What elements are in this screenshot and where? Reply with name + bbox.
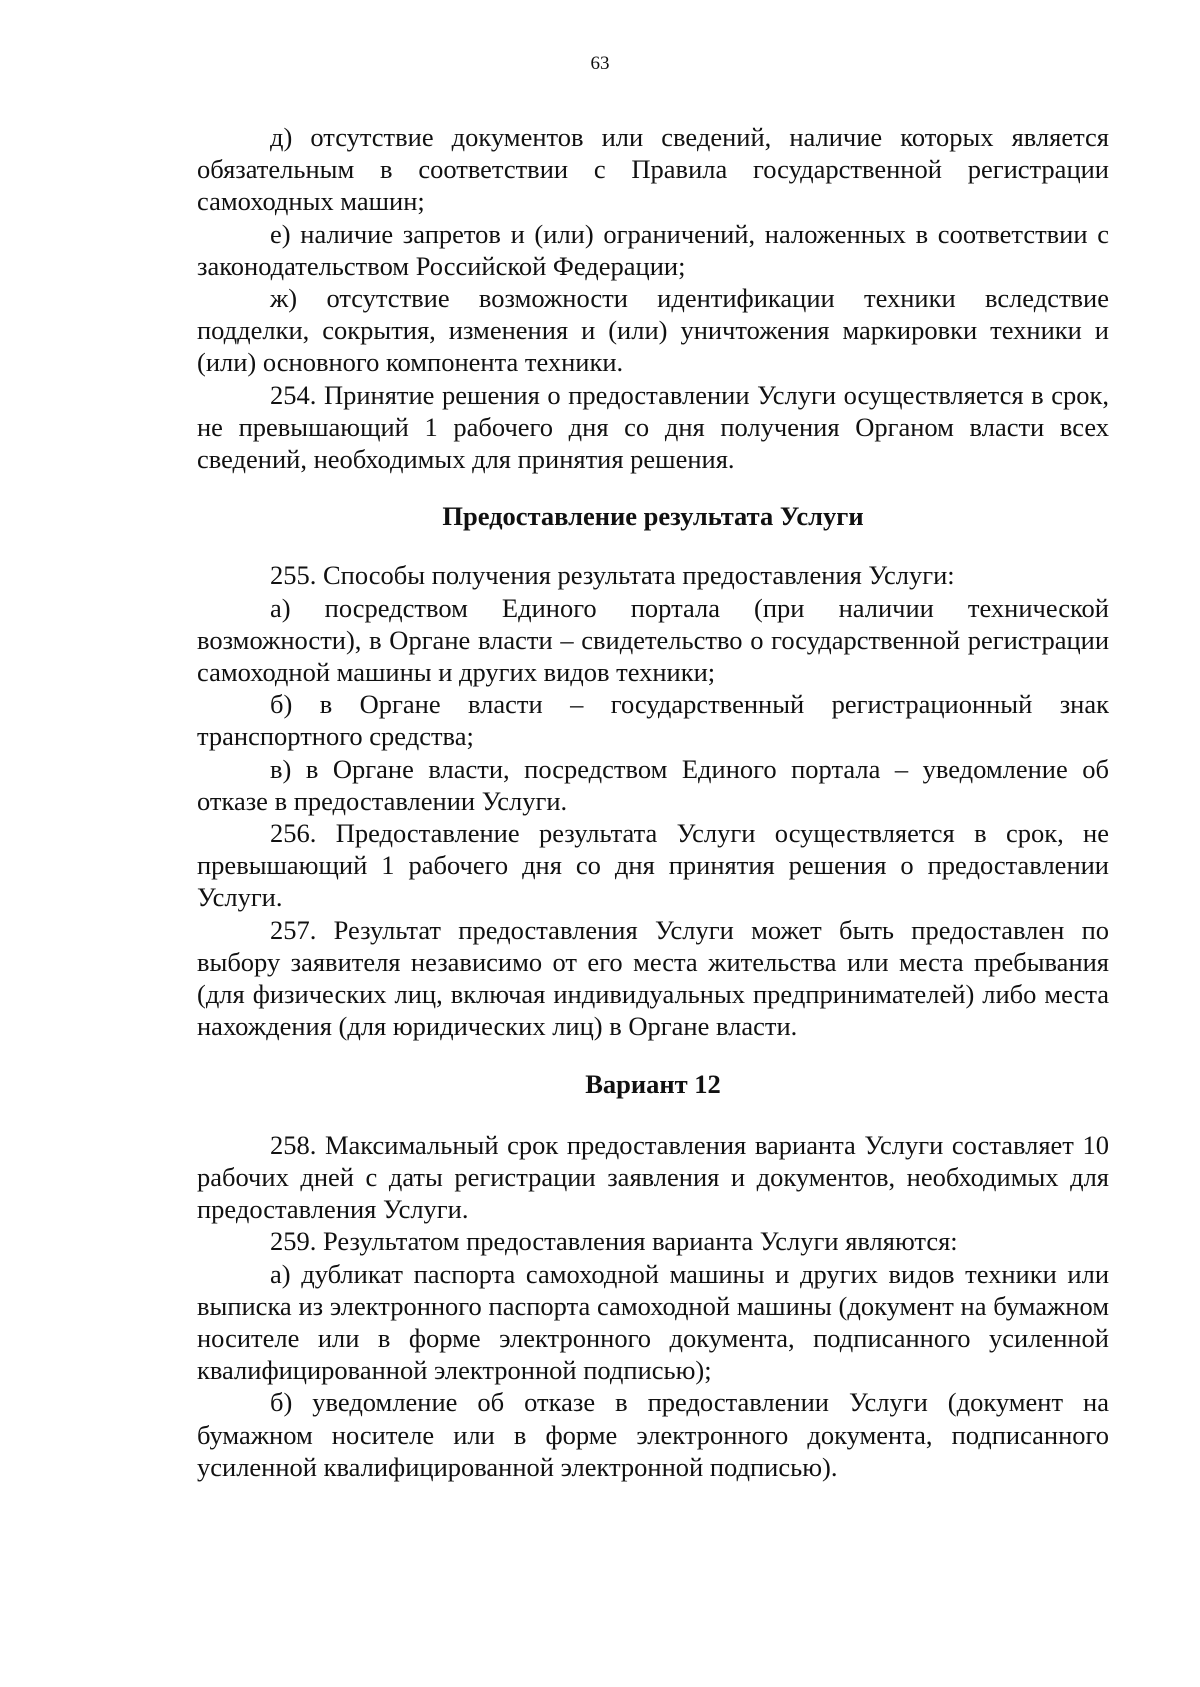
paragraph-259-a: а) дубликат паспорта самоходной машины и других видов техники или выписка из электронного паспорта самоходной машины (документ на бумажном носителе или в форме электронного документа, подписанного усиленной квалифицированной электронной подписью); (197, 1258, 1109, 1386)
paragraph-e: е) наличие запретов и (или) ограничений, наложенных в соответствии с законодательством Российской Федерации; (197, 218, 1109, 281)
page-number: 63 (590, 53, 610, 74)
paragraph-255-b: б) в Органе власти – государственный регистрационный знак транспортного средства; (197, 689, 1109, 752)
paragraph-258: 258. Максимальный срок предоставления варианта Услуги составляет 10 рабочих дней с даты регистрации заявления и документов, необходимых для предоставления Услуги. (197, 1129, 1109, 1225)
paragraph-254: 254. Принятие решения о предоставлении Услуги осуществляется в срок, не превышающий 1 рабочего дня со дня получения Органом власти всех сведений, необходимых для принятия решения. (197, 379, 1109, 475)
paragraph-255: 255. Способы получения результата предоставления Услуги: (270, 560, 955, 591)
paragraph-d: д) отсутствие документов или сведений, наличие которых является обязательным в соответствии с Правила государственной регистрации самоходных машин; (197, 122, 1109, 217)
paragraph-259: 259. Результатом предоставления варианта Услуги являются: (270, 1226, 958, 1257)
section-heading-result: Предоставление результата Услуги (442, 501, 864, 532)
paragraph-255-v: в) в Органе власти, посредством Единого портала – уведомление об отказе в предоставлении Услуги. (197, 753, 1109, 816)
section-heading-variant: Вариант 12 (585, 1069, 721, 1100)
paragraph-259-b: б) уведомление об отказе в предоставлении Услуги (документ на бумажном носителе или в форме электронного документа, подписанного усиленной квалифицированной электронной подписью). (197, 1387, 1109, 1482)
paragraph-255-a: а) посредством Единого портала (при наличии технической возможности), в Органе власти – свидетельство о государственной регистрации самоходной машины и других видов техники; (197, 592, 1109, 688)
paragraph-256: 256. Предоставление результата Услуги осуществляется в срок, не превышающий 1 рабочего дня со дня принятия решения о предоставлении Услуги. (197, 818, 1109, 913)
paragraph-257: 257. Результат предоставления Услуги может быть предоставлен по выбору заявителя независимо от его места жительства или места пребывания (для физических лиц, включая индивидуальных предпринимателей) либо места нахождения (для юридических лиц) в Органе власти. (197, 914, 1109, 1042)
document-body (197, 121, 1109, 1483)
paragraph-zh: ж) отсутствие возможности идентификации техники вследствие подделки, сокрытия, изменения и (или) уничтожения маркировки техники и (или) основного компонента техники. (197, 283, 1109, 378)
